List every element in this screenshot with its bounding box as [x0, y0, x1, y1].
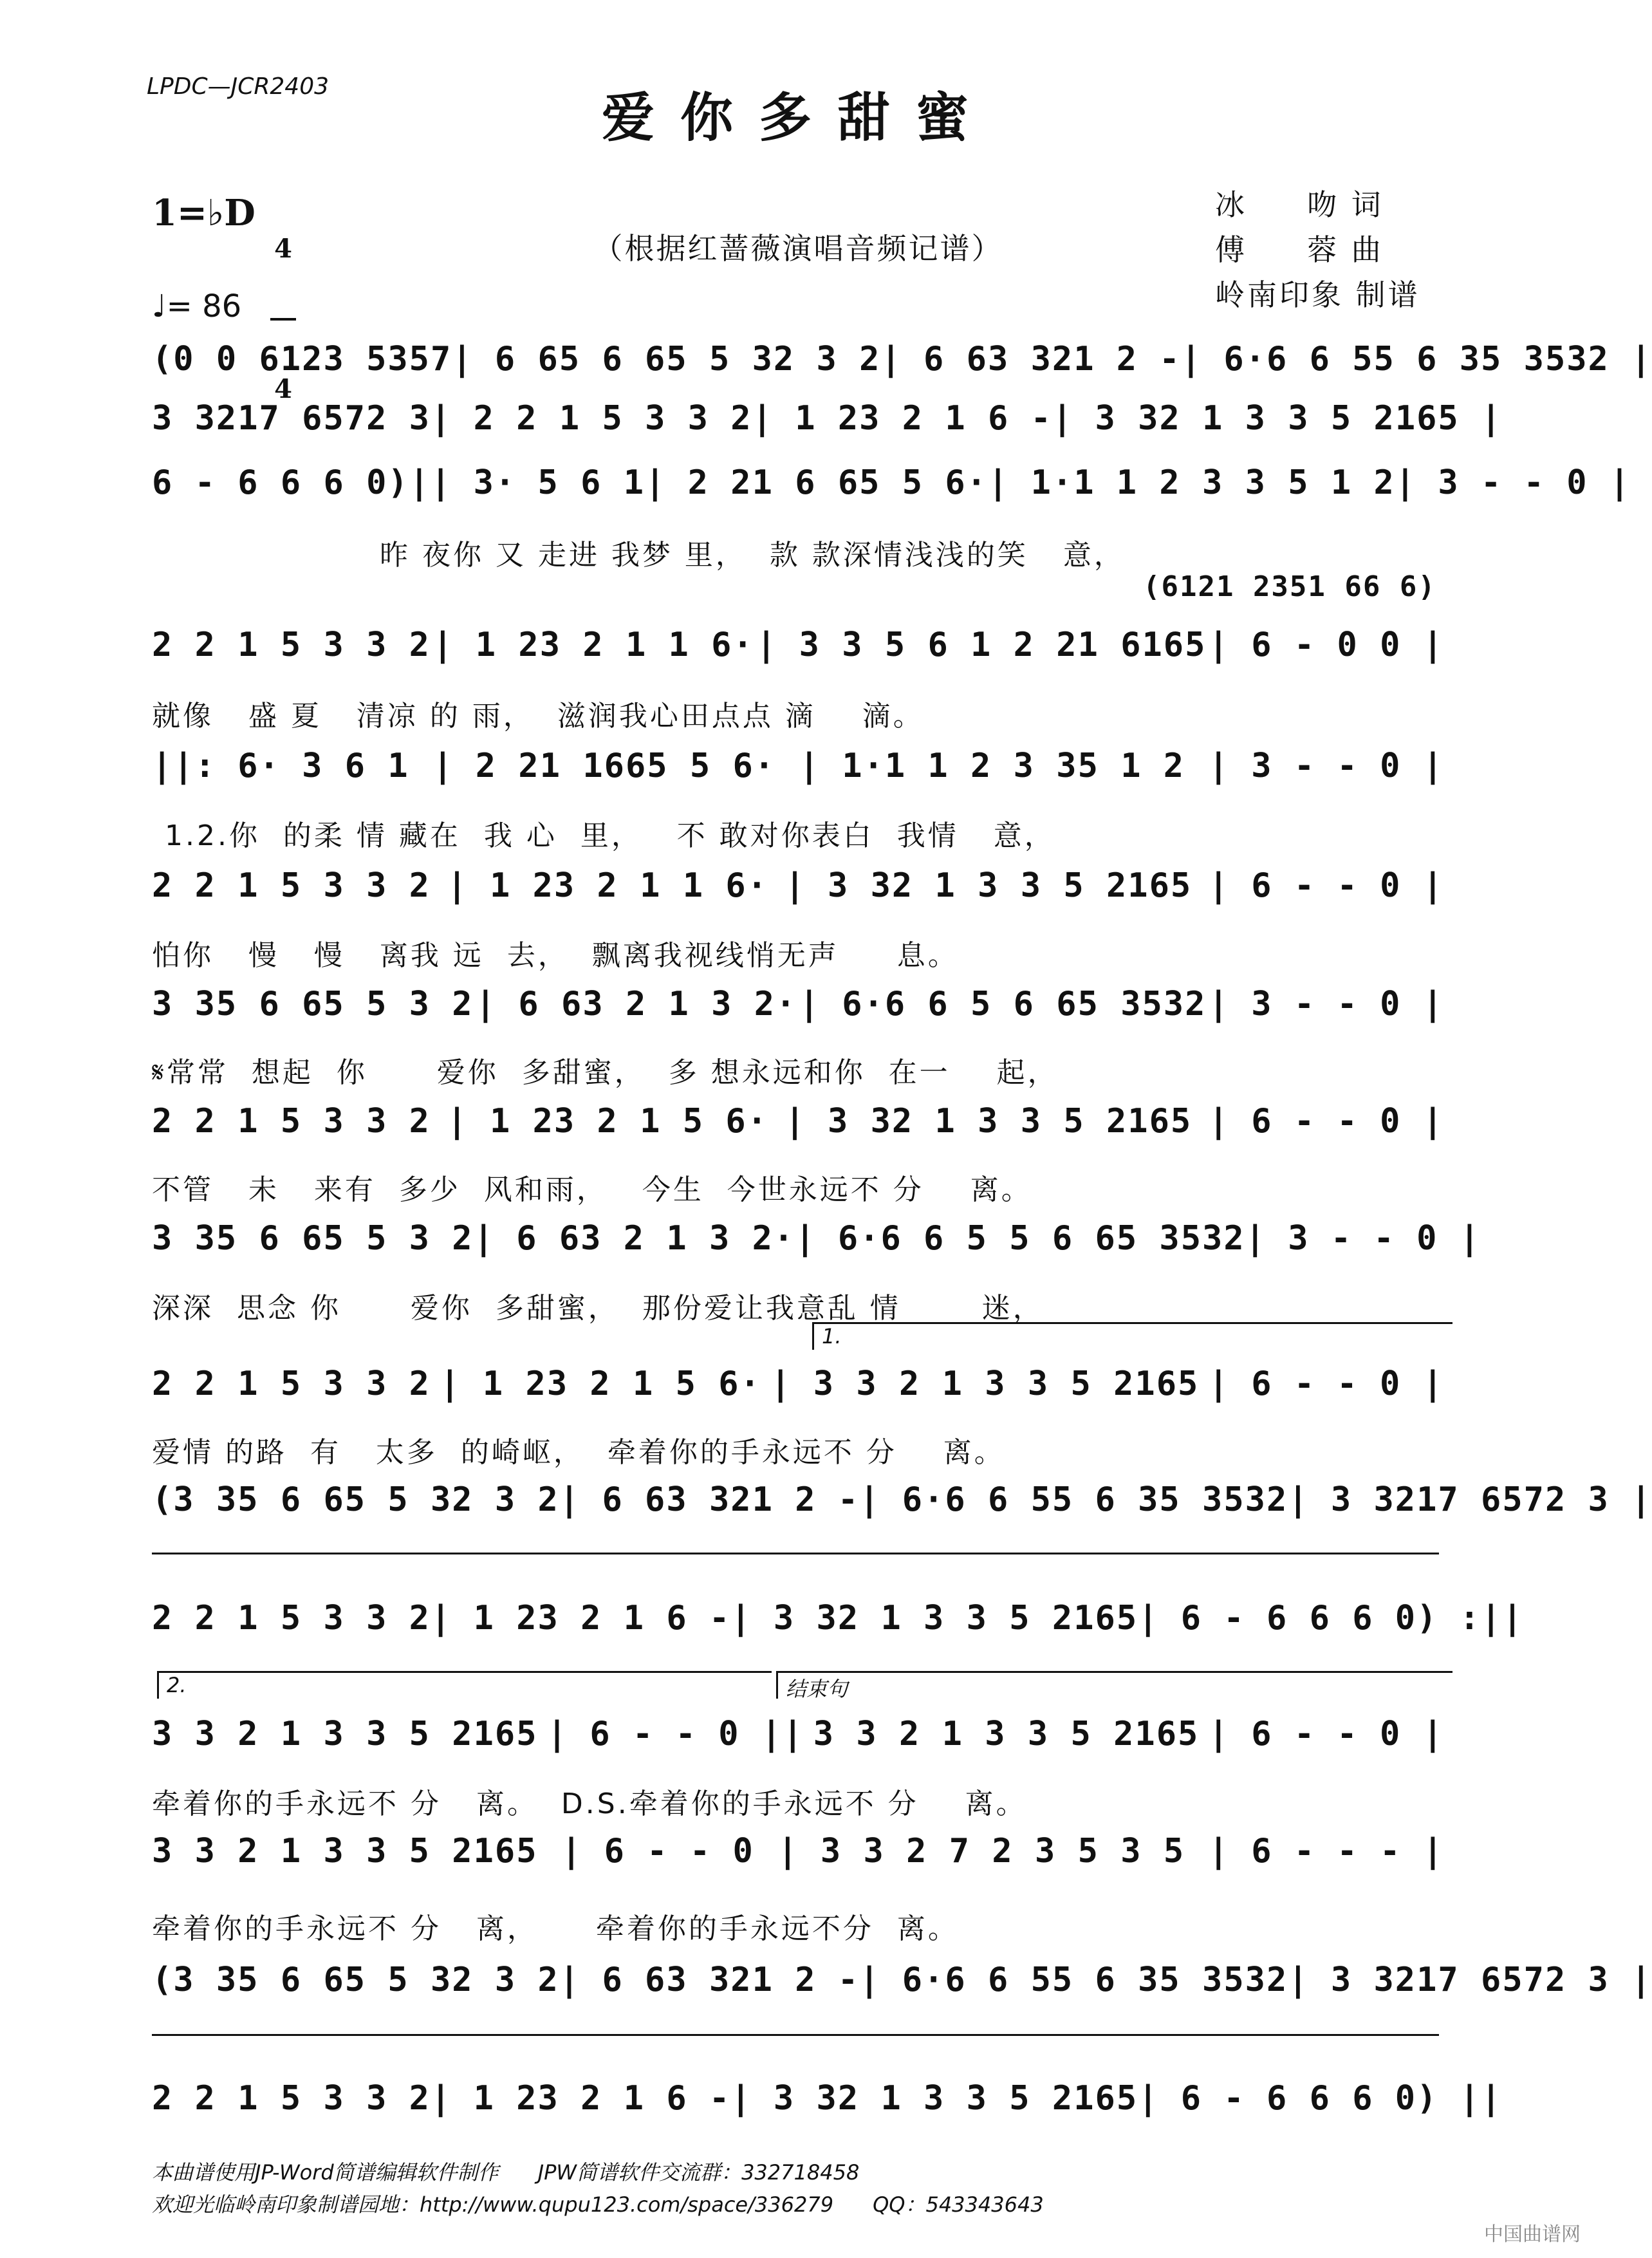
measure: | 3 3 2 1 3 3 5 2165: [770, 1365, 1200, 1403]
measure: | 6 - - - |: [1208, 1832, 1444, 1871]
ending-label: 结束句: [776, 1671, 1452, 1699]
measure: | 6 63 2 1 3 2·: [475, 985, 797, 1023]
lyrics-line: 牵着你的手永远不 分 离。 D.S.牵着你的手永远不 分 离。: [152, 1787, 1027, 1820]
lyrics-line: 怕你 慢 慢 离我 远 去， 飘离我视线悄无声 息。: [152, 939, 959, 972]
measure: | 3 32 1 3 3 5 2165: [784, 866, 1193, 905]
measure: 2 2 1 5 3 3 2: [152, 1365, 431, 1403]
time-signature-bottom: 4: [274, 374, 292, 404]
measure: | 6·6 6 55 6 35 3532 |: [1180, 340, 1652, 378]
measure: | 1 23 2 1 5 6·: [447, 1102, 768, 1141]
measure: | 1 23 2 1 6 -: [431, 1599, 731, 1638]
measure: | 3 - - 0 |: [1208, 985, 1444, 1023]
score-code: LPDC—JCR2403: [147, 73, 329, 100]
measure: | 1 23 2 1 5 6·: [440, 1365, 761, 1403]
measure: 6 - 6 6 6 0): [152, 463, 409, 502]
measure: | 3 - - 0 |: [1395, 463, 1631, 502]
measure: | 6·6 6 5 6 65 3532: [799, 985, 1207, 1023]
bracket-line: [152, 2034, 1439, 2036]
key-signature: 1=♭D: [152, 192, 255, 234]
measure: | 6 - 6 6 6 0) ||: [1138, 2079, 1503, 2118]
watermark-logo: 中国曲谱网: [1484, 2223, 1581, 2246]
lyrics-line: 爱情 的路 有 太多 的崎岖， 牵着你的手永远不 分 离。: [152, 1436, 1005, 1469]
measure: | 1 23 2 1 1 6·: [447, 866, 768, 905]
measure: | 6 65 6 65 5 32 3 2: [452, 340, 881, 378]
time-signature-top: 4: [274, 234, 292, 264]
measure: 3 35 6 65 5 3 2: [152, 985, 474, 1023]
notation-row: [152, 985, 1444, 1023]
notation-row: [152, 1715, 1444, 1753]
measure: | 6 - - 0 |: [1208, 1365, 1444, 1403]
notation-row: [152, 1219, 1481, 1258]
measure: | 3 3217 6572 3 |: [1288, 1480, 1652, 1519]
measure: | 1·1 1 2 3 3 5 1 2: [987, 463, 1395, 502]
measure: (0 0 6123 5357: [152, 340, 452, 378]
notation-row: [152, 626, 1444, 664]
notation-row: [152, 747, 1444, 785]
measure: 3 3 2 1 3 3 5 2165: [152, 1715, 538, 1753]
notation-row: [152, 1102, 1444, 1141]
measure: | 3 32 1 3 3 5 2165: [730, 2079, 1138, 2118]
measure: | 1 23 2 1 6 -: [752, 399, 1052, 438]
measure: 3 3 2 1 3 3 5 2165: [152, 1832, 538, 1871]
notation-row: [152, 1365, 1444, 1403]
notation-row: [152, 463, 1631, 502]
measure: | 6 - 0 0 |: [1208, 626, 1444, 664]
bracket-line: [152, 1553, 1439, 1554]
notation-row: [152, 2079, 1503, 2118]
measure: 2 2 1 5 3 3 2: [152, 1102, 431, 1141]
lyrics-line: 不管 未 来有 多少 风和雨， 今生 今世永远不 分 离。: [152, 1173, 1032, 1206]
measure: | 3 32 1 3 3 5 2165: [784, 1102, 1193, 1141]
measure: | 6 - - 0 |: [1208, 866, 1444, 905]
measure: | 6 - - 0 |: [1208, 1102, 1444, 1141]
transcriber-credit: 岭南印象 制谱: [1215, 277, 1420, 312]
tempo-mark: ♩= 86: [152, 288, 242, 324]
measure: | 6 - 6 6 6 0) :||: [1138, 1599, 1524, 1638]
measure: (3 35 6 65 5 32 3 2: [152, 1961, 559, 1999]
footer-line-2: 欢迎光临岭南印象制谱园地：http://www.qupu123.com/space/336279 QQ：543343643: [152, 2192, 1044, 2217]
measure: | 6·6 6 55 6 35 3532: [859, 1480, 1288, 1519]
measure: | 2 21 6 65 5 6·: [645, 463, 988, 502]
measure: | 3 - - 0 |: [1208, 747, 1444, 785]
measure: 3 35 6 65 5 3 2: [152, 1219, 474, 1258]
notation-row: [152, 1480, 1652, 1519]
notation-row: [152, 399, 1503, 438]
measure: | 6 63 2 1 3 2·: [473, 1219, 795, 1258]
measure: | 1 23 2 1 1 6·: [432, 626, 754, 664]
notation-row: [152, 340, 1652, 378]
measure: | 6 - - 0: [561, 1832, 754, 1871]
volta-bracket-2: 2.: [157, 1671, 772, 1699]
measure: | 6·6 6 55 6 35 3532: [859, 1961, 1288, 1999]
measure: | 6 - - 0 |: [1208, 1715, 1444, 1753]
time-signature: [270, 182, 296, 430]
notation-row: [152, 1961, 1652, 1999]
measure: | 3 32 1 3 3 5 2165 |: [1052, 399, 1503, 438]
measure: | 3 3217 6572 3 |: [1288, 1961, 1652, 1999]
measure: ||: 6· 3 6 1: [152, 747, 409, 785]
notation-row: [152, 1599, 1524, 1638]
measure: || 3· 5 6 1: [409, 463, 645, 502]
measure: | 3 - - 0 |: [1245, 1219, 1481, 1258]
notation-row: [152, 866, 1444, 905]
measure: | 6 63 321 2 -: [559, 1480, 860, 1519]
measure: | 2 2 1 5 3 3 2: [431, 399, 752, 438]
aside-notation: (6121 2351 66 6): [1143, 570, 1436, 603]
measure: | 1·1 1 2 3 35 1 2: [799, 747, 1185, 785]
measure: | 3 3 5 6 1 2 21 6165: [756, 626, 1207, 664]
measure: | 6 63 321 2 -: [880, 340, 1181, 378]
composer-credit: 傅 蓉 曲: [1215, 232, 1384, 267]
lyrics-line: 深深 思念 你 爱你 多甜蜜， 那份爱让我意乱 情 迷，: [152, 1292, 1044, 1325]
subtitle: （根据红蔷薇演唱音频记谱）: [593, 231, 1003, 266]
measure: 2 2 1 5 3 3 2: [152, 866, 431, 905]
lyrics-line: 1.2.你 的柔 情 藏在 我 心 里， 不 敢对你表白 我情 意，: [165, 819, 1055, 852]
measure: | 6 63 321 2 -: [559, 1961, 860, 1999]
measure: (3 35 6 65 5 32 3 2: [152, 1480, 559, 1519]
song-title: 爱你多甜蜜: [601, 87, 994, 149]
measure: | 2 21 1665 5 6·: [432, 747, 776, 785]
measure: | 3 3 2 7 2 3 5 3 5: [777, 1832, 1185, 1871]
measure: | 6·6 6 5 5 6 65 3532: [795, 1219, 1245, 1258]
measure: 3 3217 6572 3: [152, 399, 431, 438]
measure: | 1 23 2 1 6 -: [431, 2079, 731, 2118]
lyrics-line: 牵着你的手永远不 分 离， 牵着你的手永远不分 离。: [152, 1912, 959, 1945]
lyrics-line: 𝄋常常 想起 你 爱你 多甜蜜， 多 想永远和你 在一 起，: [152, 1056, 1059, 1089]
volta-bracket-1: 1.: [812, 1322, 1452, 1350]
measure: | 3 32 1 3 3 5 2165: [730, 1599, 1138, 1638]
notation-row: [152, 1832, 1444, 1871]
measure: | 6 - - 0 ||: [546, 1715, 804, 1753]
footer-line-1: 本曲谱使用JP-Word简谱编辑软件制作 JPW简谱软件交流群：332718458: [152, 2160, 860, 2185]
lyricist-credit: 冰 吻 词: [1215, 187, 1384, 222]
measure: 2 2 1 5 3 3 2: [152, 626, 431, 664]
lyrics-line: 就像 盛 夏 清凉 的 雨， 滋润我心田点点 滴 滴。: [152, 700, 924, 732]
lyrics-line: 昨 夜你 又 走进 我梦 里， 款 款深情浅浅的笑 意，: [380, 539, 1125, 572]
measure: 3 3 2 1 3 3 5 2165: [813, 1715, 1200, 1753]
measure: 2 2 1 5 3 3 2: [152, 1599, 431, 1638]
measure: 2 2 1 5 3 3 2: [152, 2079, 431, 2118]
